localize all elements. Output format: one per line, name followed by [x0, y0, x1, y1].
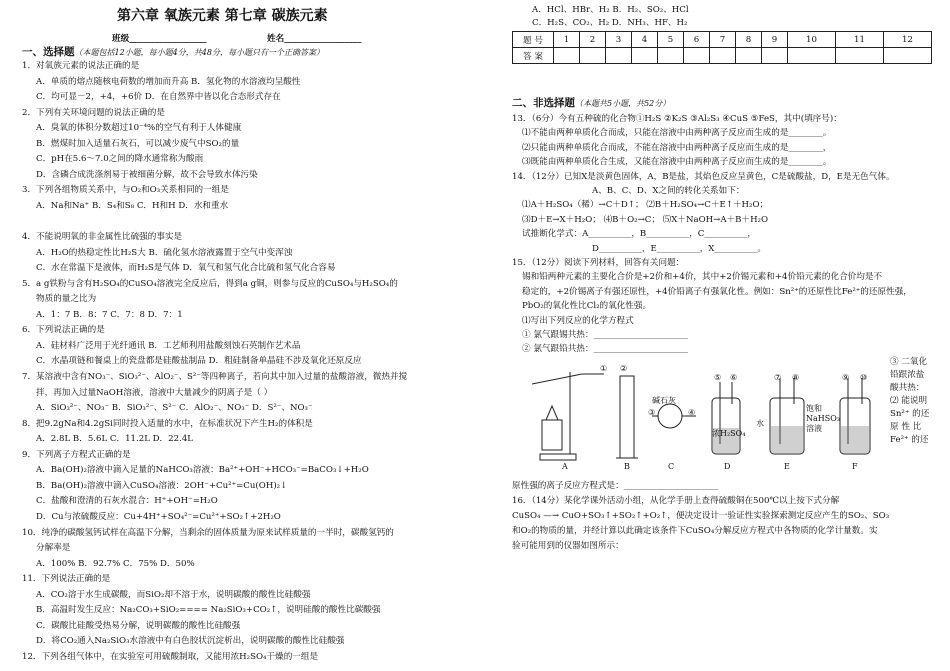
- num-8: ⑧: [792, 373, 800, 382]
- text-line: A、B、C、D、X之间的转化关系如下：: [592, 186, 745, 196]
- section2-header: [512, 97, 670, 110]
- text-line: 11．下列说法正确的是: [22, 574, 111, 585]
- answer-cell[interactable]: [736, 48, 762, 64]
- text-line: PbO₂的氧化性比Cl₂的氧化性强。: [522, 301, 652, 312]
- text-line: CuSO₄ —→ CuO+SO₃↑+SO₂↑+O₂↑，便决定设计一验证性实验探索测定反应产生的SO₂、SO₃: [512, 511, 890, 521]
- page-title: 第六章 氧族元素 第七章 碳族元素: [117, 8, 328, 24]
- text-line: 分解率是: [36, 543, 71, 554]
- answer-cell[interactable]: [788, 48, 836, 64]
- text-line: ⑵ 能说明: [890, 396, 928, 406]
- num-2: ②: [620, 364, 628, 373]
- text-line: C．H₂S、CO₂、H₂ D．NH₃、HF、H₂: [532, 18, 688, 28]
- label-e: E: [784, 462, 790, 471]
- num-9: ⑨: [842, 373, 850, 382]
- burner: [542, 420, 562, 450]
- text-line: 原性强的离子反应方程式是：______________________: [512, 481, 719, 491]
- table-number: 11: [835, 32, 883, 48]
- liquid-e: [771, 426, 803, 453]
- text-line: C．pH在5.6～7.0之间的降水通常称为酸雨: [36, 154, 204, 165]
- text-line: 10．纯净的碳酸氢钙试样在高温下分解，当剩余的固体质量为原来试样质量的一半时，碳酸氢钙的: [22, 527, 394, 538]
- answer-cell[interactable]: [580, 48, 606, 64]
- table-number: 3: [606, 32, 632, 48]
- text-line: 验可能用到的仪器如图所示：: [512, 541, 624, 551]
- conc-h2so4-label: 浓H₂SO₄: [712, 429, 746, 438]
- table-number: 1: [554, 32, 580, 48]
- text-line: 15．（12分）阅读下列材料，回答有关问题：: [512, 258, 685, 268]
- text-line: 物质的量之比为: [36, 294, 97, 305]
- text-line: ② 氯气跟铅共热：______________________: [522, 344, 689, 355]
- text-line: D．将CO₂通入Na₂SiO₃水溶液中有白色胶状沉淀析出，说明碳酸的酸性比硅酸强: [36, 636, 345, 647]
- answer-cell[interactable]: [835, 48, 883, 64]
- answer-cell[interactable]: [684, 48, 710, 64]
- num-4: ④: [688, 408, 696, 417]
- table-number: 4: [632, 32, 658, 48]
- text-line: 6．下列说法正确的是: [22, 325, 105, 336]
- text-line: A．Ba(OH)₂溶液中滴入足量的NaHCO₃溶液：Ba²⁺+OH⁻+HCO₃⁻=BaCO₃↓+H₂O: [36, 465, 369, 476]
- flame: [546, 406, 558, 420]
- text-line: A．单质的熔点随核电荷数的增加而升高 B．氢化物的水溶液均呈酸性: [36, 76, 301, 87]
- answer-table: [512, 31, 932, 64]
- text-line: A．2.8L B．5.6L C．11.2L D．22.4L: [36, 434, 193, 445]
- text-line: 14．（12分）已知X是淡黄色固体，A，B是盐，其焰色反应呈黄色，C是硫酸盐，D，E是无色气体。: [512, 171, 895, 182]
- water-label: 水: [756, 419, 764, 428]
- table-row-numbers: [513, 32, 932, 48]
- label-b: B: [624, 462, 630, 471]
- num-1: ①: [600, 364, 608, 373]
- text-line: Fe²⁺ 的还: [890, 435, 929, 445]
- text-line: ① 氯气跟锡共热：______________________: [522, 330, 689, 340]
- section2-title: 二、非选择题: [512, 97, 575, 109]
- label-d: D: [724, 462, 731, 471]
- text-line: 和O₂的物质的量，并经计算以此确定该条件下CuSO₄分解反应方程式中各物质的化学计量数。实: [512, 526, 878, 536]
- text-line: C．碳酸比硅酸受热易分解，说明碳酸的酸性比硅酸强: [36, 620, 241, 631]
- text-line: 原 性 比: [890, 422, 922, 432]
- text-line: A．臭氧的体积分数超过10⁻⁴%的空气有利于人体健康: [36, 123, 242, 134]
- text-line: 锡和铅两种元素的主要化合价是+2价和+4价，其中+2价锡元素和+4价铅元素的化合价均是不: [522, 272, 883, 283]
- name-label: 姓名__________________: [267, 34, 362, 44]
- answer-cell[interactable]: [658, 48, 684, 64]
- class-label: 班级__________________: [112, 34, 207, 44]
- text-line: 铅跟浓盐: [890, 370, 925, 380]
- text-line: A．HCl、HBr、H₂ B．H₂、SO₂、HCl: [532, 5, 689, 15]
- text-line: B．燃煤时加入适量石灰石，可以减少废气中SO₂的量: [36, 138, 240, 149]
- section1-title: 一、选择题: [22, 46, 75, 58]
- text-line: A．H₂O的热稳定性比H₂S大 B．硫化氢水溶液露置于空气中变浑浊: [36, 247, 293, 258]
- text-line: ⑶D＋E→X＋H₂O； ⑷B＋O₂→C； ⑸X＋NaOH→A＋B＋H₂O: [522, 214, 769, 225]
- text-line: C．水在常温下是液体，而H₂S是气体 D．氧气和氢气化合比硫和氢气化合容易: [36, 263, 336, 274]
- table-number: 5: [658, 32, 684, 48]
- answer-cell[interactable]: [762, 48, 788, 64]
- num-10: ⑩: [860, 373, 868, 382]
- text-line: ③ 二氧化: [890, 357, 928, 367]
- answer-cell[interactable]: [632, 48, 658, 64]
- num-3: ③: [648, 408, 656, 417]
- text-line: 2．下列有关环境问题的说法正确的是: [22, 107, 165, 118]
- text-line: ⑶既能由两种单质化合生成，又能在溶液中由两种离子反应而生成的是________。: [522, 157, 832, 168]
- text-line: 12．下列各组气体中，在实验室可用硫酸制取，又能用浓H₂SO₄干燥的一组是: [22, 651, 319, 662]
- text-line: A．100% B．92.7% C．75% D．50%: [36, 558, 195, 569]
- text-line: 8．把9.2gNa和4.2gSi同时投入适量的水中，在标准状况下产生H₂的体积是: [22, 418, 313, 429]
- answer-cell[interactable]: [710, 48, 736, 64]
- text-line: D．含磷合成洗涤剂易于被细菌分解，故不会导致水体污染: [36, 169, 258, 180]
- cylinder: [620, 376, 634, 458]
- section1-header: [22, 46, 324, 59]
- text-line: C．水晶项链和餐桌上的瓷盘都是硅酸盐制品 D．粗硅制备单晶硅不涉及氧化还原反应: [36, 356, 362, 367]
- text-line: 1．对氧族元素的说法正确的是: [22, 61, 140, 71]
- table-number: 8: [736, 32, 762, 48]
- answer-cell[interactable]: [554, 48, 580, 64]
- test-tube: [532, 374, 582, 384]
- text-line: B．Ba(OH)₂溶液中滴入CuSO₄溶液：2OH⁻+Cu²⁺=Cu(OH)₂↓: [36, 480, 288, 491]
- text-line: A．SiO₃²⁻、NO₃⁻ B．SiO₃²⁻、S²⁻ C．AlO₂⁻、NO₃⁻ D．S²⁻、NO₃⁻: [36, 403, 313, 414]
- text-line: Sn²⁺ 的还: [890, 409, 930, 419]
- liquid-f: [841, 426, 869, 453]
- text-line: ⑴A＋H₂SO₄（稀）→C＋D↑； ⑵B＋H₂SO₄→C＋E↑＋H₂O；: [522, 200, 769, 211]
- text-line: A．Na和Na⁺ B．S₄和S₈ C．H和H D．水和重水: [36, 200, 229, 211]
- text-line: 16．（14分）某化学课外活动小组，从化学手册上查得硫酸铜在500℃以上按下式分解: [512, 496, 840, 506]
- table-header-label: 题 号: [513, 32, 554, 48]
- nahso3-label: 饱和NaHSO₃溶液: [806, 404, 840, 433]
- label-a: A: [562, 462, 568, 471]
- table-number: 7: [710, 32, 736, 48]
- text-line: A．硅材料广泛用于光纤通讯 B．工艺师利用盐酸刻蚀石英制作艺术品: [36, 340, 301, 351]
- table-number: 2: [580, 32, 606, 48]
- label-f: F: [852, 462, 858, 471]
- drying-bulb: [658, 404, 682, 428]
- text-line: 拌，再加入过量NaOH溶液，溶液中大量减少的阴离子是（ ）: [36, 387, 273, 398]
- num-7: ⑦: [774, 373, 782, 382]
- table-number: 9: [762, 32, 788, 48]
- text-line: A．1：7 B．8：7 C．7：8 D．7：1: [36, 309, 183, 320]
- table-row-answers: [513, 48, 932, 64]
- stand-base: [540, 454, 576, 460]
- table-answer-label: 答 案: [513, 48, 554, 64]
- text-line: 5．a g铁粉与含有H₂SO₄的CuSO₄溶液完全反应后，得到a g铜，则参与反应的CuSO₄与H₂SO₄的: [22, 278, 398, 289]
- text-line: 4．不能说明氧的非金属性比硫强的事实是: [22, 232, 183, 243]
- text-line: ⑵只能由两种单质化合而成，不能在溶液中由两种离子反应而生成的是________，: [522, 142, 832, 153]
- table-number: 6: [684, 32, 710, 48]
- text-line: 稳定的，+2价锡离子有强还原性，+4价铅离子有强氧化性。例如：Sn²⁺的还原性比Fe²⁺的还原性强，: [522, 286, 912, 297]
- soda-lime-label: 碱石灰: [652, 396, 676, 405]
- text-line: C．盐酸和澄清的石灰水混合：H⁺+OH⁻=H₂O: [36, 496, 218, 507]
- table-number: 10: [788, 32, 836, 48]
- table-number: 12: [883, 32, 931, 48]
- answer-cell[interactable]: [606, 48, 632, 64]
- section1-note: （本题包括12小题，每小题4分，共48分，每小题只有一个正确答案）: [74, 48, 324, 57]
- text-line: C．均可显－2，+4，+6价 D．在自然界中皆以化合态形式存在: [36, 92, 281, 103]
- text-line: 3．下列各组物质关系中，与O₂和O₃关系相同的一组是: [22, 185, 229, 196]
- text-line: A．CO₂溶于水生成碳酸，而SiO₂却不溶于水，说明碳酸的酸性比硅酸强: [36, 589, 311, 600]
- num-6: ⑥: [730, 373, 738, 382]
- section2-note: （本题共5小题，共52分）: [575, 99, 671, 108]
- text-line: 9．下列离子方程式正确的是: [22, 449, 131, 460]
- text-line: ⑴写出下列反应的化学方程式: [522, 315, 634, 326]
- text-line: D．Cu与浓硫酸反应：Cu+4H⁺+SO₄²⁻=Cu²⁺+SO₂↑+2H₂O: [36, 511, 281, 522]
- text-line: 13．（6分）今有五种硫的化合物①H₂S ②K₂S ③Al₂S₃ ④CuS ⑤FeS，其中(填序号)：: [512, 114, 842, 124]
- text-line: 7．某溶液中含有NO₃⁻、SiO₃²⁻、AlO₂⁻、S²⁻等四种离子，若向其中加入过量的盐酸溶液，微热并搅: [22, 372, 408, 382]
- label-c: C: [668, 462, 675, 471]
- text-line: B．高温时发生反应：Na₂CO₃+SiO₂==== Na₂SiO₃+CO₂↑，说明硅酸的酸性比碳酸强: [36, 605, 381, 616]
- num-5: ⑤: [714, 373, 722, 382]
- text-line: 试推断化学式：A__________，B__________，C__________，: [522, 229, 756, 240]
- text-line: 酸共热：: [890, 383, 925, 393]
- text-line: D__________，E__________，X__________。: [592, 243, 766, 254]
- text-line: ⑴不能由两种单质化合而成，只能在溶液中由两种离子反应而生成的是________。: [522, 128, 832, 139]
- answer-cell[interactable]: [883, 48, 931, 64]
